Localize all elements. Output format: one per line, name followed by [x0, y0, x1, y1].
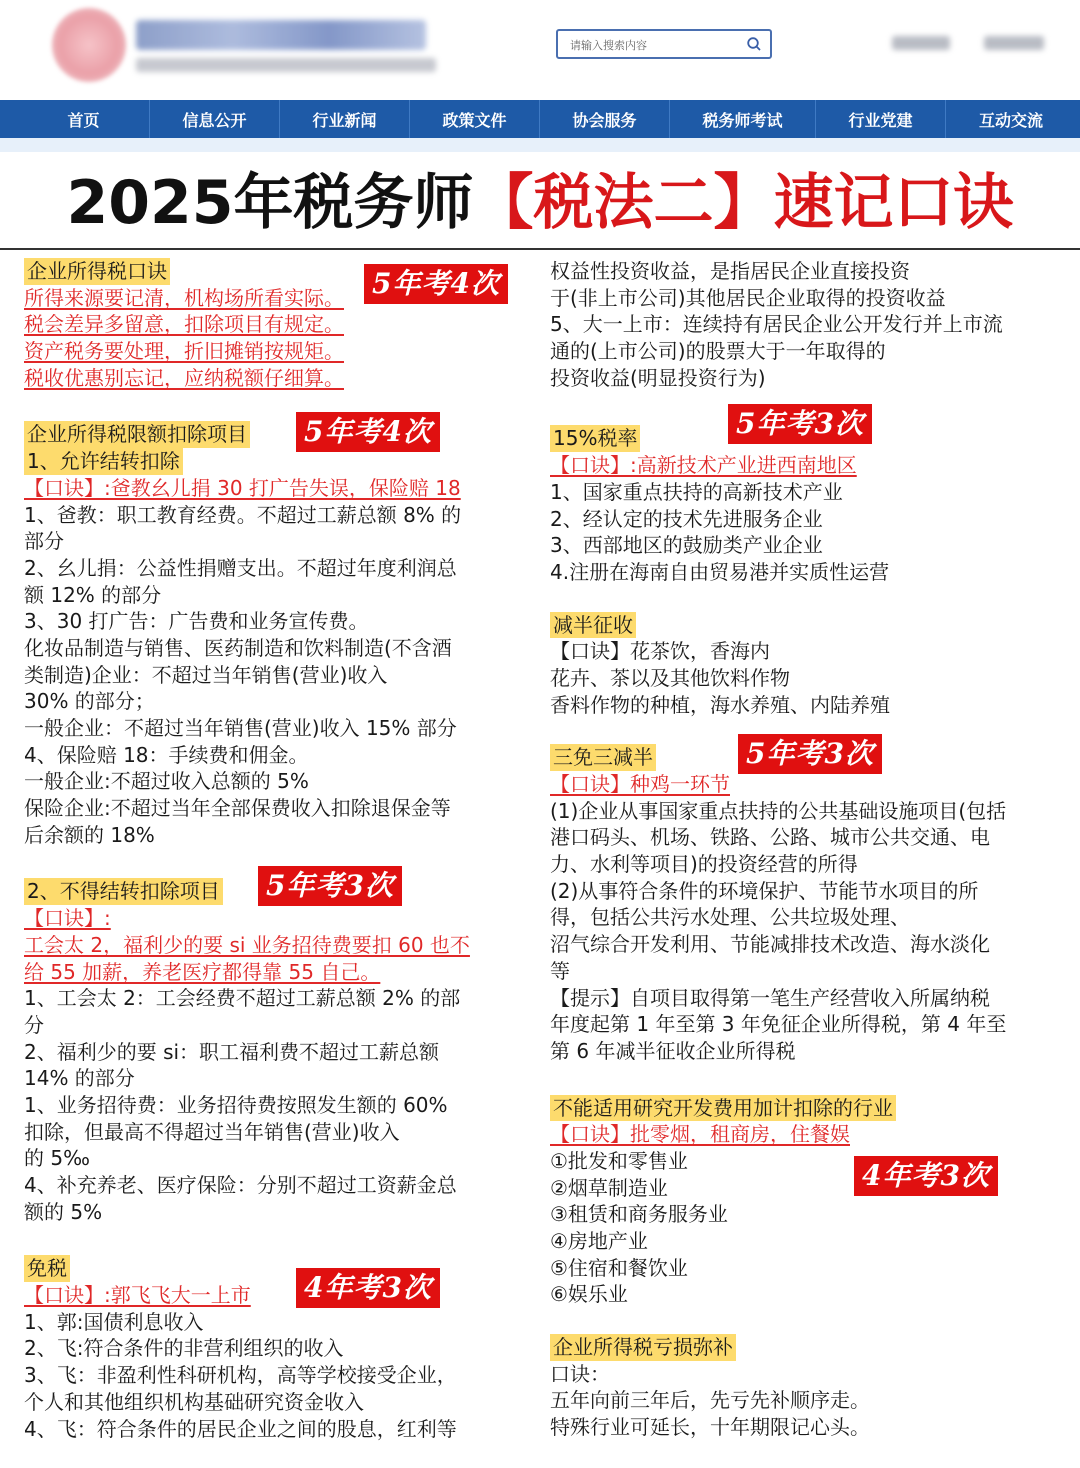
header-link-blurred[interactable]	[984, 36, 1044, 50]
section-rd-excluded	[550, 1095, 1070, 1309]
body-line: 分	[24, 1012, 44, 1037]
nav-item-info[interactable]: 信息公开	[150, 100, 280, 138]
section-heading: 免税	[24, 1255, 70, 1282]
nav-item-news[interactable]: 行业新闻	[280, 100, 410, 138]
body-line: 2、幺儿捐：公益性捐赠支出。不超过年度利润总	[24, 555, 457, 580]
mnemonic-line: 【口诀】种鸡一环节	[550, 772, 730, 796]
header-link-blurred[interactable]	[892, 36, 950, 50]
page-title	[0, 160, 1080, 246]
body-line: 额 12% 的部分	[24, 582, 162, 607]
mnemonic-line: 【口诀】:高新技术产业进西南地区	[550, 453, 857, 478]
section-heading: 减半征收	[550, 612, 636, 639]
body-line: 沼气综合开发利用、节能减排技术改造、海水淡化	[550, 932, 990, 957]
body-line: 后余额的 18%	[24, 822, 155, 847]
body-line: 投资收益(明显投资行为)	[550, 365, 766, 390]
body-line: 个人和其他组织机构基础研究资金收入	[24, 1389, 364, 1414]
nav-item-service[interactable]: 协会服务	[540, 100, 670, 138]
body-line: 一般企业：不超过当年销售(营业)收入 15% 部分	[24, 716, 457, 740]
section-heading: 2、不得结转扣除项目	[24, 878, 223, 905]
section-loss-offset	[550, 1334, 1070, 1441]
section-heading: 三免三减半	[550, 744, 656, 771]
body-line: (1)企业从事国家重点扶持的公共基础设施项目(包括	[550, 798, 1007, 823]
list-item: ⑥娱乐业	[550, 1282, 628, 1307]
left-column	[24, 258, 514, 1468]
search-box	[556, 29, 772, 59]
section-continued	[550, 258, 1070, 391]
title-part1: 2025年税务师	[66, 168, 474, 238]
body-line: 1、业务招待费：业务招待费按照发生额的 60%	[24, 1092, 448, 1117]
search-input[interactable]	[568, 35, 742, 55]
section-heading: 企业所得税限额扣除项目	[24, 421, 250, 448]
section-limited-deduction	[24, 421, 514, 848]
section-heading: 企业所得税口诀	[24, 258, 170, 285]
body-line: 第 6 年减半征收企业所得税	[550, 1038, 796, 1063]
list-item: ①批发和零售业	[550, 1148, 688, 1173]
body-line: 花卉、茶以及其他饮料作物	[550, 665, 790, 690]
exam-frequency-badge: 5年考4次	[296, 412, 440, 452]
exam-frequency-badge: 5年考3次	[258, 866, 402, 906]
site-logo[interactable]	[52, 8, 126, 82]
mnemonic-line: 【口诀】批零烟，租商房，住餐娱	[550, 1122, 850, 1147]
list-item: ⑤住宿和餐饮业	[550, 1255, 688, 1280]
body-line: 通的(上市公司)的股票大于一年取得的	[550, 339, 886, 364]
body-line: 2、经认定的技术先进服务企业	[550, 506, 823, 531]
body-line: 年度起第 1 年至第 3 年免征企业所得税，第 4 年至	[550, 1012, 1007, 1037]
body-line: 【口诀】花茶饮，香海内	[550, 639, 770, 664]
exam-frequency-badge: 4年考3次	[296, 1268, 440, 1308]
mnemonic-line: 税收优惠别忘记，应纳税额仔细算。	[24, 365, 344, 390]
nav-item-home[interactable]: 首页	[18, 100, 150, 138]
body-line: 5、大一上市：连续持有居民企业公开发行并上市流	[550, 312, 1003, 337]
body-line: 化妆品制造与销售、医药制造和饮料制造(不含酒	[24, 635, 452, 660]
body-line: 1、郭:国债利息收入	[24, 1309, 204, 1334]
body-line: 香料作物的种植，海水养殖、内陆养殖	[550, 692, 890, 717]
body-line: 口诀：	[550, 1361, 610, 1386]
list-item: ④房地产业	[550, 1229, 648, 1253]
body-line: 1、爸教：职工教育经费。不超过工薪总额 8% 的	[24, 502, 462, 527]
section-15-rate	[550, 425, 1070, 585]
body-line: 保险企业:不超过当年全部保费收入扣除退保金等	[24, 796, 451, 821]
body-line: 权益性投资收益，是指居民企业直接投资	[550, 259, 910, 283]
section-non-carryforward	[24, 878, 514, 1225]
mnemonic-line: 税会差异多留意，扣除项目有规定。	[24, 312, 344, 337]
body-line: 【提示】自项目取得第一笔生产经营收入所属纳税	[550, 985, 990, 1010]
body-line: 力、水利等项目)的投资经营的所得	[550, 852, 858, 877]
body-line: 4.注册在海南自由贸易港并实质性运营	[550, 559, 890, 584]
exam-frequency-badge: 5年考4次	[364, 264, 508, 304]
body-line: 类制造)企业：不超过当年销售(营业)收入	[24, 662, 388, 687]
body-line: 一般企业:不超过收入总额的 5%	[24, 769, 309, 794]
nav-item-party[interactable]: 行业党建	[816, 100, 946, 138]
body-line: 港口码头、机场、铁路、公路、城市公共交通、电	[550, 825, 990, 850]
section-heading: 15%税率	[550, 425, 640, 452]
list-item: ③租赁和商务服务业	[550, 1202, 728, 1227]
nav-item-exam[interactable]: 税务师考试	[670, 100, 816, 138]
body-line: 3、飞：非盈利性科研机构，高等学校接受企业，	[24, 1363, 457, 1388]
body-line: 得，包括公共污水处理、公共垃圾处理、	[550, 905, 910, 930]
body-line: 4、补充养老、医疗保险：分别不超过工资薪金总	[24, 1173, 457, 1197]
site-name-blurred	[136, 20, 426, 50]
mnemonic-line: 给 55 加薪，养老医疗都得靠 55 自己。	[24, 959, 381, 984]
site-subtitle-blurred	[136, 58, 436, 72]
mnemonic-line: 【口诀】:爸教幺儿捐 30 打广告失误，保险赔 18	[24, 475, 461, 500]
section-subheading: 1、允许结转扣除	[24, 448, 183, 475]
body-line: 于(非上市公司)其他居民企业取得的投资收益	[550, 285, 946, 310]
body-line: 等	[550, 958, 570, 983]
body-line: 30% 的部分；	[24, 689, 155, 714]
exam-frequency-badge: 5年考3次	[738, 734, 882, 774]
mnemonic-line: 资产税务要处理，折旧摊销按规矩。	[24, 339, 344, 364]
exam-frequency-badge: 5年考3次	[728, 404, 872, 444]
body-line: 3、西部地区的鼓励类产业企业	[550, 533, 823, 558]
search-icon[interactable]	[746, 36, 762, 52]
list-item: ②烟草制造业	[550, 1175, 668, 1200]
section-half-levy	[550, 612, 1070, 719]
site-header	[0, 0, 1080, 100]
mnemonic-line: 【口诀】:	[24, 906, 111, 931]
body-line: 4、飞：符合条件的居民企业之间的股息，红利等	[24, 1416, 457, 1441]
section-tax-exempt	[24, 1255, 514, 1442]
mnemonic-line: 所得来源要记清，机构场所看实际。	[24, 285, 344, 310]
body-line: 1、工会太 2：工会经费不超过工薪总额 2% 的部	[24, 986, 461, 1011]
body-line: 4、保险赔 18：手续费和佣金。	[24, 742, 309, 767]
mnemonic-line: 【口诀】:郭飞飞大一上市	[24, 1283, 251, 1308]
body-line: (2)从事符合条件的环境保护、节能节水项目的所	[550, 878, 979, 903]
body-line: 1、国家重点扶持的高新技术产业	[550, 479, 843, 504]
exam-frequency-badge: 4年考3次	[854, 1156, 998, 1196]
body-line: 的 5‰	[24, 1146, 90, 1171]
nav-item-interact[interactable]: 互动交流	[978, 111, 1043, 130]
body-line: 五年向前三年后，先亏先补顺序走。	[550, 1388, 870, 1413]
body-line: 部分	[24, 529, 64, 554]
body-line: 14% 的部分	[24, 1066, 135, 1091]
section-heading: 不能适用研究开发费用加计扣除的行业	[550, 1095, 896, 1122]
section-heading: 企业所得税亏损弥补	[550, 1334, 736, 1361]
body-line: 3、30 打广告：广告费和业务宣传费。	[24, 609, 369, 634]
body-line: 特殊行业可延长，十年期限记心头。	[550, 1415, 870, 1440]
mnemonic-line: 工会太 2，福利少的要 si 业务招待费要扣 60 也不	[24, 932, 470, 957]
nav-item-policy[interactable]: 政策文件	[410, 100, 540, 138]
body-line: 额的 5%	[24, 1199, 103, 1224]
title-divider	[0, 248, 1080, 250]
nav-divider	[0, 138, 1080, 152]
title-part2: 【税法二】速记口诀	[473, 168, 1014, 238]
section-three-free-three-half	[550, 744, 1070, 1064]
body-line: 2、飞:符合条件的非营利组织的收入	[24, 1336, 344, 1361]
body-line: 2、福利少的要 si：职工福利费不超过工薪总额	[24, 1039, 440, 1064]
body-line: 扣除，但最高不得超过当年销售(营业)收入	[24, 1119, 400, 1144]
main-nav	[0, 100, 1080, 138]
